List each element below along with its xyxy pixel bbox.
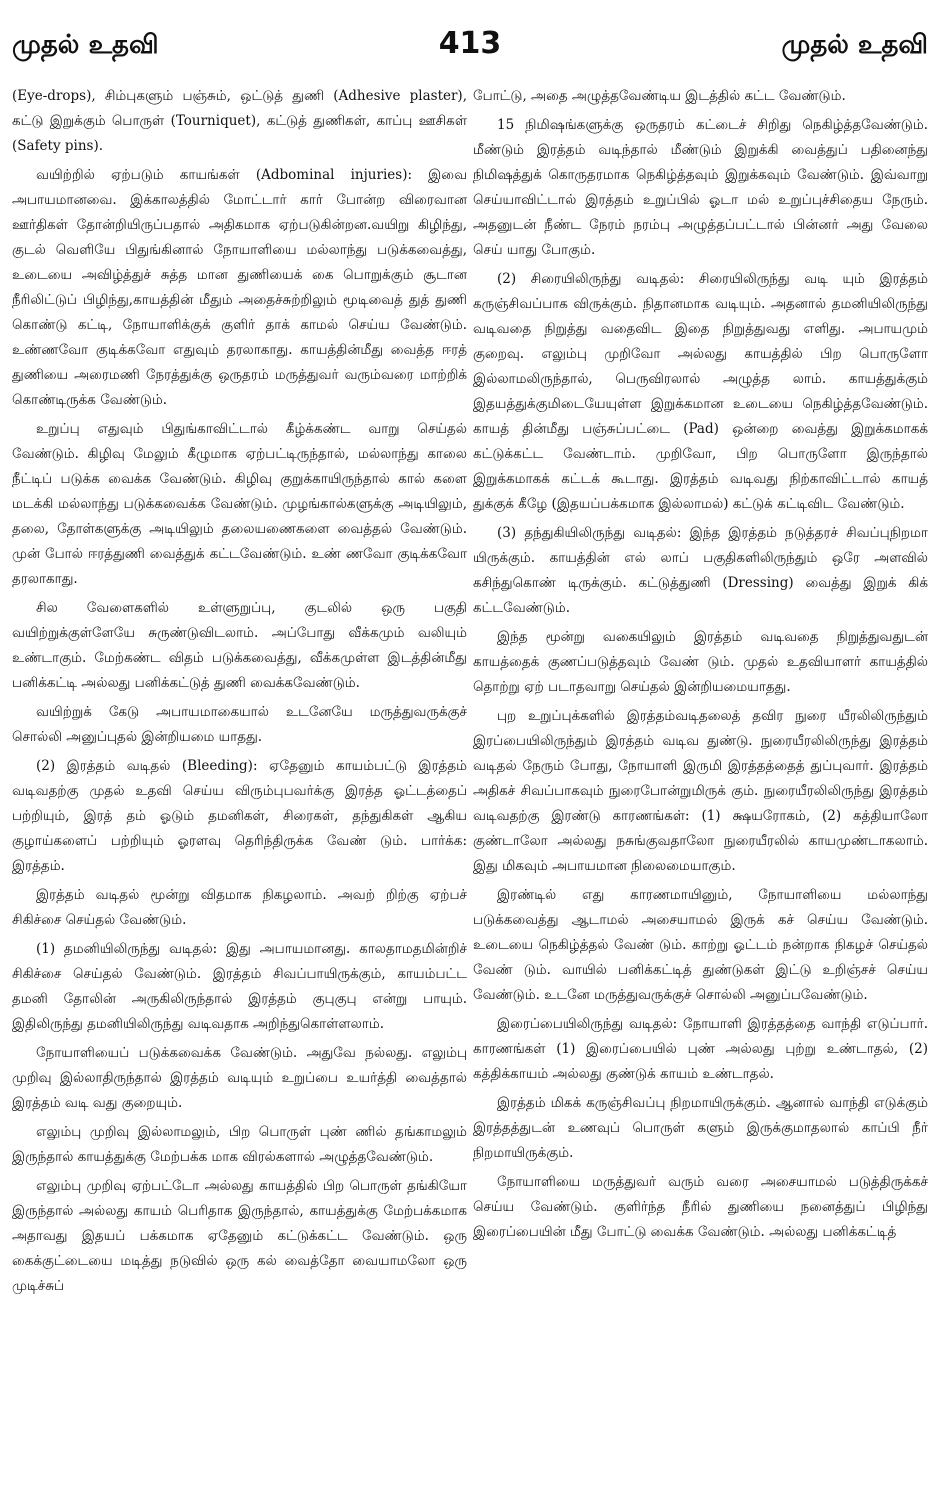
paragraph: இரண்டில் எது காரணமாயினும், நோயாளியை மல்லாந்து படுக்கவைத்து ஆடாமல் அசையாமல் இருக் கச் செய்ய வேண்டும். உடையை நெகிழ்த்தல் வேண் டும். காற்று ஓட்டம் நன்றாக நிகழச் செய்தல் வேண் டும். வாயில் பனிக்கட்டித் துண்டுகள் இட்டு உறிஞ்சச் செய்ய வேண்டும். உடனே மருத்துவருக்குச் சொல்லி அனுப்பவேண்டும். — [473, 887, 928, 1003]
paragraph: சில வேளைகளில் உள்ளுறுப்பு, குடலில் ஒரு பகுதி வயிற்றுக்குள்ளேயே சுருண்டுவிடலாம். அப்போது வீக்கமும் வலியும் உண்டாகும். மேற்கண்ட விதம் படுக்கவைத்து, வீக்கமுள்ள இடத்தின்மீது பனிக்கட்டி அல்லது பனிக்கட்டுத் துணி வைக்கவேண்டும். — [12, 600, 467, 691]
paragraph: போட்டு, அதை அழுத்தவேண்டிய இடத்தில் கட்ட வேண்டும். — [473, 88, 846, 104]
paragraph: நோயாளியைப் படுக்கவைக்க வேண்டும். அதுவே நல்லது. எலும்பு முறிவு இல்லாதிருந்தால் இரத்தம் வடியும் உறுப்பை உயர்த்தி வைத்தால் இரத்தம் வடி வது குறையும். — [12, 1045, 467, 1111]
paragraph: 15 நிமிஷங்களுக்கு ஒருதரம் கட்டைச் சிறிது நெகிழ்த்தவேண்டும். மீண்டும் இரத்தம் வடிந்தால் மீண்டும் இறுக்கி வைத்துப் பதினைந்து நிமிஷத்துக் கொருதரமாக நெகிழ்த்தவும் இறுக்கவும் வேண்டும். இவ்வாறு செய்யாவிட்டால் இரத்தம் உறுப்பில் ஓடா மல் உறுப்புச்சிதைய நேரும். அதனுடன் நீண்ட நேரம் நரம்பு அழுத்தப்பட்டால் பின்னர் அது வேலை செய் யாது போகும். — [473, 117, 928, 258]
paragraph: இந்த மூன்று வகையிலும் இரத்தம் வடிவதை நிறுத்துவதுடன் காயத்தைக் குணப்படுத்தவும் வேண் டும். முதல் உதவியாளர் காயத்தில் தொற்று ஏற் படாதவாறு செய்தல் இன்றியமையாதது. — [473, 629, 928, 695]
paragraph: (2) சிரையிலிருந்து வடிதல்: சிரையிலிருந்து வடி யும் இரத்தம் கருஞ்சிவப்பாக விருக்கும். நிதானமாக வடியும். அதனால் தமனியிலிருந்து வடிவதை நிறுத்து வதைவிட இதை நிறுத்துவது எளிது. அபாயமும் குறைவு. எலும்பு முறிவோ அல்லது காயத்தில் பிற பொருளோ இல்லாமலிருந்தால், பெருவிரலால் அழுத்த லாம். காயத்துக்கும் இதயத்துக்குமிடையேயுள்ள இறுக்கமான உடையை நெகிழ்த்தவேண்டும். காயத் தின்மீது பஞ்சுப்பட்டை (Pad) ஒன்றை வைத்து இறுக்கமாகக் கட்டுக்கட்ட வேண்டாம். முறிவோ, பிற பொருளோ இருந்தால் இறுக்கமாகக் கட்டக் கூடாது. இரத்தம் வடிவது நிற்காவிட்டால் காயத் துக்குக் கீழே (இதயப்பக்கமாக இல்லாமல்) கட்டுக் கட்டிவிட வேண்டும். — [473, 271, 928, 512]
running-title-left: முதல் உதவி — [12, 30, 159, 60]
paragraph: இரைப்பையிலிருந்து வடிதல்: நோயாளி இரத்தத்தை வாந்தி எடுப்பார். காரணங்கள் (1) இரைப்பையில் புண் அல்லது புற்று உண்டாதல், (2) கத்திக்காயம் அல்லது குண்டுக் காயம் உண்டாதல். — [473, 1016, 928, 1082]
paragraph: (2) இரத்தம் வடிதல் (Bleeding): ஏதேனும் காயம்பட்டு இரத்தம் வடிவதற்கு முதல் உதவி செய்ய விரும்புபவர்க்கு இரத்த ஓட்டத்தைப் பற்றியும், இரத் தம் ஓடும் தமனிகள், சிரைகள், தந்துகிகள் ஆகிய குழாய்களைப் பற்றியும் ஓரளவு தெரிந்திருக்க வேண் டும். பார்க்க: இரத்தம். — [12, 758, 467, 874]
paragraph: (1) தமனியிலிருந்து வடிதல்: இது அபாயமானது. காலதாமதமின்றிச் சிகிச்சை செய்தல் வேண்டும். இரத்தம் சிவப்பாயிருக்கும், காயம்பட்ட தமனி தோலின் அருகிலிருந்தால் இரத்தம் குபுகுபு என்று பாயும். இதிலிருந்து தமனியிலிருந்து வடிவதாக அறிந்துகொள்ளலாம். — [12, 941, 467, 1032]
page-number: 413 — [438, 26, 502, 61]
paragraph: புற உறுப்புக்களில் இரத்தம்வடிதலைத் தவிர நுரை யீரலிலிருந்தும் இரப்பையிலிருந்தும் இரத்தம் வடிவ துண்டு. நுரையீரலிலிருந்து இரத்தம் வடிதல் நேரும் போது, நோயாளி இருமி இரத்தத்தைத் துப்புவார். இரத்தம் அதிகச் சிவப்பாகவும் நுரைபோன்றுமிருக் கும். நுரையீரலிலிருந்து இரத்தம் வடிவதற்கு இரண்டு காரணங்கள்: (1) க்ஷயரோகம், (2) கத்தியாலோ குண்டாலோ அல்லது நசுங்குவதாலோ நுரையீரலில் காயமுண்டாகலாம். இது மிகவும் அபாயமான நிலைமையாகும். — [473, 708, 928, 874]
running-title-right: முதல் உதவி — [781, 30, 928, 60]
paragraph: இரத்தம் மிகக் கருஞ்சிவப்பு நிறமாயிருக்கும். ஆனால் வாந்தி எடுக்கும் இரத்தத்துடன் உணவுப் பொருள் களும் இருக்குமாதலால் காப்பி நீர் நிறமாயிருக்கும். — [473, 1095, 928, 1161]
text-columns — [12, 84, 928, 1303]
paragraph: வயிற்றில் ஏற்படும் காயங்கள் (Adbominal injuries): இவை அபாயமானவை. இக்காலத்தில் மோட்டார் கார் போன்ற விரைவான ஊர்திகள் தோன்றியிருப்பதால் அதிகமாக ஏற்படுகின்றன.வயிறு கிழிந்து, குடல் வெளியே பிதுங்கினால் நோயாளியை மல்லாந்து படுக்கவைத்து, உடையை அவிழ்த்துச் சுத்த மான துணியைக் கை பொறுக்கும் சூடான நீரிலிட்டுப் பிழிந்து,காயத்தின் மீதும் அதைச்சுற்றிலும் மூடிவைத் துத் துணி கொண்டு கட்டி, நோயாளிக்குக் குளிர் தாக் காமல் செய்ய வேண்டும். உண்ணவோ குடிக்கவோ எதுவும் தரலாகாது. காயத்தின்மீது வைத்த ஈரத் துணியை அரைமணி நேரத்துக்கு ஒருதரம் மருத்துவர் வரும்வரை மாற்றிக் கொண்டிருக்க வேண்டும். — [12, 167, 467, 408]
page-header — [12, 26, 928, 84]
paragraph: நோயாளியை மருத்துவர் வரும் வரை அசையாமல் படுத்திருக்கச் செய்ய வேண்டும். குளிர்ந்த நீரில் துணியை நனைத்துப் பிழிந்து இரைப்பையின் மீது போட்டு வைக்க வேண்டும். அல்லது பனிக்கட்டித் — [473, 1174, 928, 1240]
right-column — [473, 84, 928, 1303]
paragraph: (Eye-drops), சிம்புகளும் பஞ்சும், ஒட்டுத் துணி (Adhesive plaster), கட்டு இறுக்கும் பொருள் (Tourniquet), கட்டுத் துணிகள், காப்பு ஊசிகள் (Safety pins). — [12, 88, 467, 154]
paragraph: வயிற்றுக் கேடு அபாயமாகையால் உடனேயே மருத்துவருக்குச் சொல்லி அனுப்புதல் இன்றியமை யாதது. — [12, 704, 467, 745]
paragraph: இரத்தம் வடிதல் மூன்று விதமாக நிகழலாம். அவற் றிற்கு ஏற்பச் சிகிச்சை செய்தல் வேண்டும். — [12, 887, 467, 928]
paragraph: (3) தந்துகியிலிருந்து வடிதல்: இந்த இரத்தம் நடுத்தரச் சிவப்புநிறமா யிருக்கும். காயத்தின் எல் லாப் பகுதிகளிலிருந்தும் ஒரே அளவில் கசிந்துகொண் டிருக்கும். கட்டுத்துணி (Dressing) வைத்து இறுக் கிக் கட்டவேண்டும். — [473, 525, 928, 616]
paragraph: எலும்பு முறிவு ஏற்பட்டோ அல்லது காயத்தில் பிற பொருள் தங்கியோ இருந்தால் அல்லது காயம் பெரிதாக இருந்தால், காயத்துக்கு மேற்பக்கமாக அதாவது இதயப் பக்கமாக ஏதேனும் கட்டுக்கட்ட வேண்டும். ஒரு கைக்குட்டையை மடித்து நடுவில் ஒரு கல் வைத்தோ வையாமலோ ஒரு முடிச்சுப் — [12, 1178, 467, 1294]
left-column — [12, 84, 467, 1303]
paragraph: எலும்பு முறிவு இல்லாமலும், பிற பொருள் புண் ணில் தங்காமலும் இருந்தால் காயத்துக்கு மேற்பக்க மாக விரல்களால் அழுத்தவேண்டும். — [12, 1124, 467, 1165]
paragraph: உறுப்பு எதுவும் பிதுங்காவிட்டால் கீழ்க்கண்ட வாறு செய்தல் வேண்டும். கிழிவு மேலும் கீழுமாக ஏற்பட்டிருந்தால், மல்லாந்து காலை நீட்டிப் படுக்க வைக்க வேண்டும். கிழிவு குறுக்காயிருந்தால் கால் களை மடக்கி மல்லாந்து படுக்கவைக்க வேண்டும். முழங்கால்களுக்கு அடியிலும், தலை, தோள்களுக்கு அடியிலும் தலையணைகளை வைத்தல் வேண்டும். முன் போல் ஈரத்துணி வைத்துக் கட்டவேண்டும். உண் ணவோ குடிக்கவோ தரலாகாது. — [12, 421, 467, 587]
